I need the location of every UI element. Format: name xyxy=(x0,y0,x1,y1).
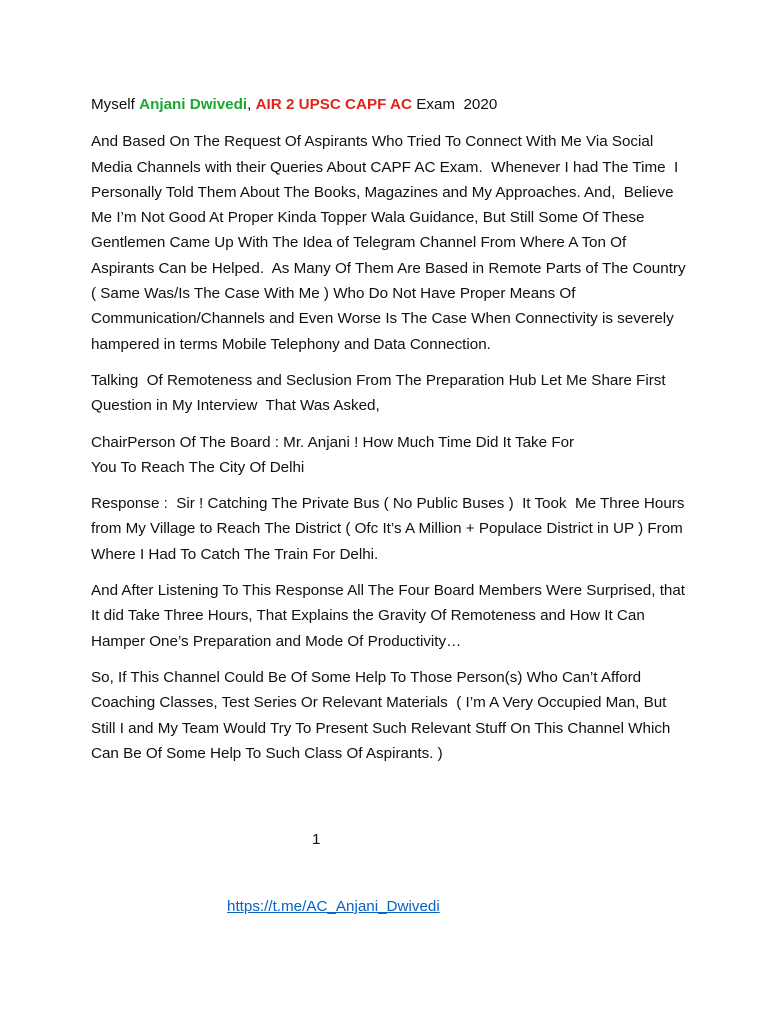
paragraph-chairperson-question: ChairPerson Of The Board : Mr. Anjani ! How Much Time Did It Take For You To Reach The City Of Delhi xyxy=(91,433,575,476)
document-body xyxy=(91,92,691,777)
paragraph-channel-purpose: So, If This Channel Could Be Of Some Help To Those Person(s) Who Can’t Afford Coaching Classes, Test Series Or Relevant Materials ( I’m A Very Occupied Man, But Still I and My Team Would Try To Present Such Relevant Stuff On This Channel Which Can Be Of Some Help To Such Class Of Aspirants. ) xyxy=(91,668,675,762)
author-rank: AIR 2 UPSC CAPF AC xyxy=(255,96,412,113)
heading-comma: , xyxy=(247,96,256,113)
author-name: Anjani Dwivedi xyxy=(139,96,248,113)
intro-heading xyxy=(91,92,691,117)
telegram-channel-link[interactable]: https://t.me/AC_Anjani_Dwivedi xyxy=(227,898,440,915)
paragraph-board-reaction: And After Listening To This Response All The Four Board Members Were Surprised, that It did Take Three Hours, That Explains the Gravity Of Remoteness and How It Can Hamper One’s Preparation and Mode Of Productivity… xyxy=(91,582,690,650)
page-number: 1 xyxy=(312,831,321,848)
heading-suffix: Exam 2020 xyxy=(412,96,498,113)
paragraph-remoteness: Talking Of Remoteness and Seclusion From The Preparation Hub Let Me Share First Question in My Interview That Was Asked, xyxy=(91,371,670,415)
paragraph-response: Response : Sir ! Catching The Private Bus ( No Public Buses ) It Took Me Three Hours from My Village to Reach The District ( Ofc It’s A Million + Populace District in UP ) From Where I Had To Catch The Train For Delhi. xyxy=(91,495,689,563)
heading-prefix: Myself xyxy=(91,96,140,113)
paragraph-background: And Based On The Request Of Aspirants Who Tried To Connect With Me Via Social Media Channels with their Queries About CAPF AC Exam. Whenever I had The Time I Personally Told Them About The Books, Magazines and My Approaches. And, Believe Me I’m Not Good At Proper Kinda Topper Wala Guidance, But Still Some Of These Gentlemen Came Up With The Idea of Telegram Channel From Where A Ton Of Aspirants Can be Helped. As Many Of Them Are Based in Remote Parts of The Country ( Same Was/Is The Case With Me ) Who Do Not Have Proper Means Of Communication/Channels and Even Worse Is The Case When Connectivity is severely hampered in terms Mobile Telephony and Data Connection. xyxy=(91,133,690,353)
